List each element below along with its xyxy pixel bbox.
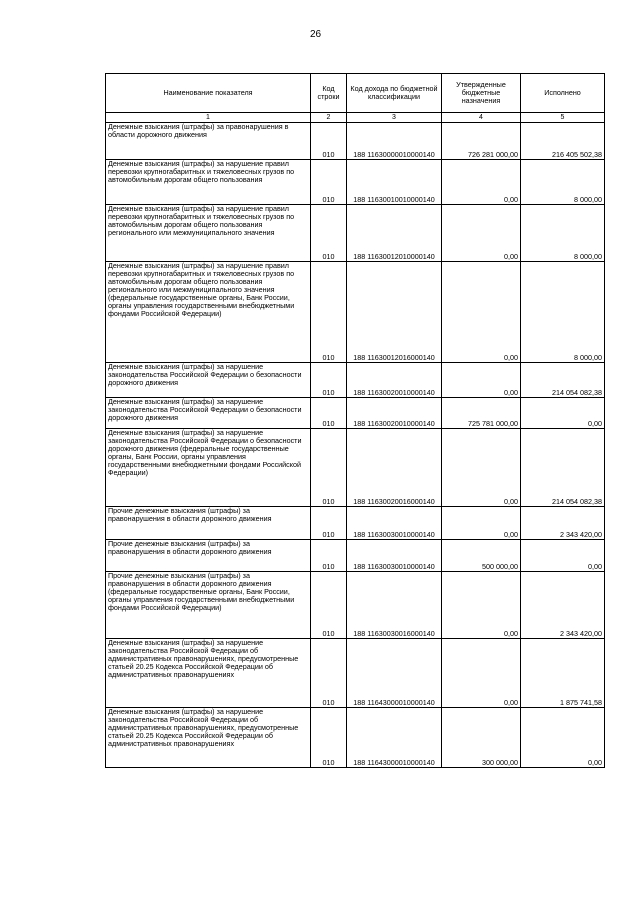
line-code: 010 bbox=[311, 363, 347, 398]
indicator-name: Прочие денежные взыскания (штрафы) за правонарушения в области дорожного движения bbox=[106, 507, 311, 540]
line-code: 010 bbox=[311, 398, 347, 429]
column-number: 5 bbox=[521, 113, 605, 123]
executed-amount: 8 000,00 bbox=[521, 262, 605, 363]
table-row bbox=[106, 572, 605, 639]
approved-amount: 300 000,00 bbox=[442, 708, 521, 768]
page-number: 26 bbox=[309, 29, 322, 40]
executed-amount: 214 054 082,38 bbox=[521, 363, 605, 398]
line-code: 010 bbox=[311, 429, 347, 507]
approved-amount: 500 000,00 bbox=[442, 540, 521, 572]
executed-amount: 8 000,00 bbox=[521, 160, 605, 205]
line-code: 010 bbox=[311, 262, 347, 363]
column-number: 3 bbox=[347, 113, 442, 123]
table-row bbox=[106, 639, 605, 708]
line-code: 010 bbox=[311, 540, 347, 572]
line-code: 010 bbox=[311, 708, 347, 768]
line-code: 010 bbox=[311, 160, 347, 205]
indicator-name: Денежные взыскания (штрафы) за нарушение законодательства Российской Федерации о безопасности дорожного движения (федеральные государственные органы, Банк России, органы управления государственными внебюджетными фондами Российской Федерации) bbox=[106, 429, 311, 507]
table-row bbox=[106, 160, 605, 205]
approved-amount: 725 781 000,00 bbox=[442, 398, 521, 429]
executed-amount: 2 343 420,00 bbox=[521, 507, 605, 540]
line-code: 010 bbox=[311, 507, 347, 540]
indicator-name: Денежные взыскания (штрафы) за нарушение правил перевозки крупногабаритных и тяжеловесных грузов по автомобильным дорогам общего пользования регионального или межмуниципального значения (федеральные государственные органы, Банк России, органы управления государственными внебюджетными фондами Российской Федерации) bbox=[106, 262, 311, 363]
budget-code: 188 11630012010000140 bbox=[347, 205, 442, 262]
line-code: 010 bbox=[311, 123, 347, 160]
budget-code: 188 11630030010000140 bbox=[347, 507, 442, 540]
indicator-name: Прочие денежные взыскания (штрафы) за правонарушения в области дорожного движения (федеральные государственные органы, Банк России, органы управления государственными внебюджетными фондами Российской Федерации) bbox=[106, 572, 311, 639]
executed-amount: 216 405 502,38 bbox=[521, 123, 605, 160]
line-code: 010 bbox=[311, 205, 347, 262]
executed-amount: 0,00 bbox=[521, 398, 605, 429]
executed-amount: 1 875 741,58 bbox=[521, 639, 605, 708]
indicator-name: Денежные взыскания (штрафы) за нарушение законодательства Российской Федерации о безопасности дорожного движения bbox=[106, 363, 311, 398]
table-row bbox=[106, 205, 605, 262]
executed-amount: 8 000,00 bbox=[521, 205, 605, 262]
header-approved: Утвержденные бюджетные назначения bbox=[442, 74, 521, 113]
approved-amount: 0,00 bbox=[442, 363, 521, 398]
header-row bbox=[106, 74, 605, 113]
column-number-row bbox=[106, 113, 605, 123]
header-name: Наименование показателя bbox=[106, 74, 311, 113]
indicator-name: Денежные взыскания (штрафы) за нарушение правил перевозки крупногабаритных и тяжеловесных грузов по автомобильным дорогам общего пользования bbox=[106, 160, 311, 205]
table-row bbox=[106, 262, 605, 363]
executed-amount: 2 343 420,00 bbox=[521, 572, 605, 639]
indicator-name: Денежные взыскания (штрафы) за нарушение законодательства Российской Федерации об административных правонарушениях, предусмотренные статьей 20.25 Кодекса Российской Федерации об административных правонарушениях bbox=[106, 708, 311, 768]
approved-amount: 0,00 bbox=[442, 205, 521, 262]
table-row bbox=[106, 429, 605, 507]
budget-code: 188 11630030010000140 bbox=[347, 540, 442, 572]
header-executed: Исполнено bbox=[521, 74, 605, 113]
budget-code: 188 11643000010000140 bbox=[347, 708, 442, 768]
line-code: 010 bbox=[311, 572, 347, 639]
column-number: 2 bbox=[311, 113, 347, 123]
indicator-name: Денежные взыскания (штрафы) за нарушение законодательства Российской Федерации о безопасности дорожного движения bbox=[106, 398, 311, 429]
column-number: 1 bbox=[106, 113, 311, 123]
budget-code: 188 11630020010000140 bbox=[347, 363, 442, 398]
budget-code: 188 11630012016000140 bbox=[347, 262, 442, 363]
revenue-table bbox=[105, 73, 605, 768]
budget-code: 188 11643000010000140 bbox=[347, 639, 442, 708]
approved-amount: 0,00 bbox=[442, 639, 521, 708]
indicator-name: Денежные взыскания (штрафы) за нарушение законодательства Российской Федерации об административных правонарушениях, предусмотренные статьей 20.25 Кодекса Российской Федерации об административных правонарушениях bbox=[106, 639, 311, 708]
line-code: 010 bbox=[311, 639, 347, 708]
column-number: 4 bbox=[442, 113, 521, 123]
table-row bbox=[106, 398, 605, 429]
approved-amount: 0,00 bbox=[442, 572, 521, 639]
executed-amount: 214 054 082,38 bbox=[521, 429, 605, 507]
table-row bbox=[106, 540, 605, 572]
table-row bbox=[106, 507, 605, 540]
header-kbk: Код дохода по бюджетной классификации bbox=[347, 74, 442, 113]
approved-amount: 0,00 bbox=[442, 262, 521, 363]
indicator-name: Денежные взыскания (штрафы) за правонарушения в области дорожного движения bbox=[106, 123, 311, 160]
table-row bbox=[106, 708, 605, 768]
budget-code: 188 11630020010000140 bbox=[347, 398, 442, 429]
executed-amount: 0,00 bbox=[521, 540, 605, 572]
budget-code: 188 11630010010000140 bbox=[347, 160, 442, 205]
executed-amount: 0,00 bbox=[521, 708, 605, 768]
approved-amount: 726 281 000,00 bbox=[442, 123, 521, 160]
table-row bbox=[106, 123, 605, 160]
budget-code: 188 11630030016000140 bbox=[347, 572, 442, 639]
approved-amount: 0,00 bbox=[442, 507, 521, 540]
approved-amount: 0,00 bbox=[442, 160, 521, 205]
approved-amount: 0,00 bbox=[442, 429, 521, 507]
budget-code: 188 11630000010000140 bbox=[347, 123, 442, 160]
header-code: Код строки bbox=[311, 74, 347, 113]
table-row bbox=[106, 363, 605, 398]
indicator-name: Прочие денежные взыскания (штрафы) за правонарушения в области дорожного движения bbox=[106, 540, 311, 572]
budget-code: 188 11630020016000140 bbox=[347, 429, 442, 507]
indicator-name: Денежные взыскания (штрафы) за нарушение правил перевозки крупногабаритных и тяжеловесных грузов по автомобильным дорогам общего пользования регионального или межмуниципального значения bbox=[106, 205, 311, 262]
